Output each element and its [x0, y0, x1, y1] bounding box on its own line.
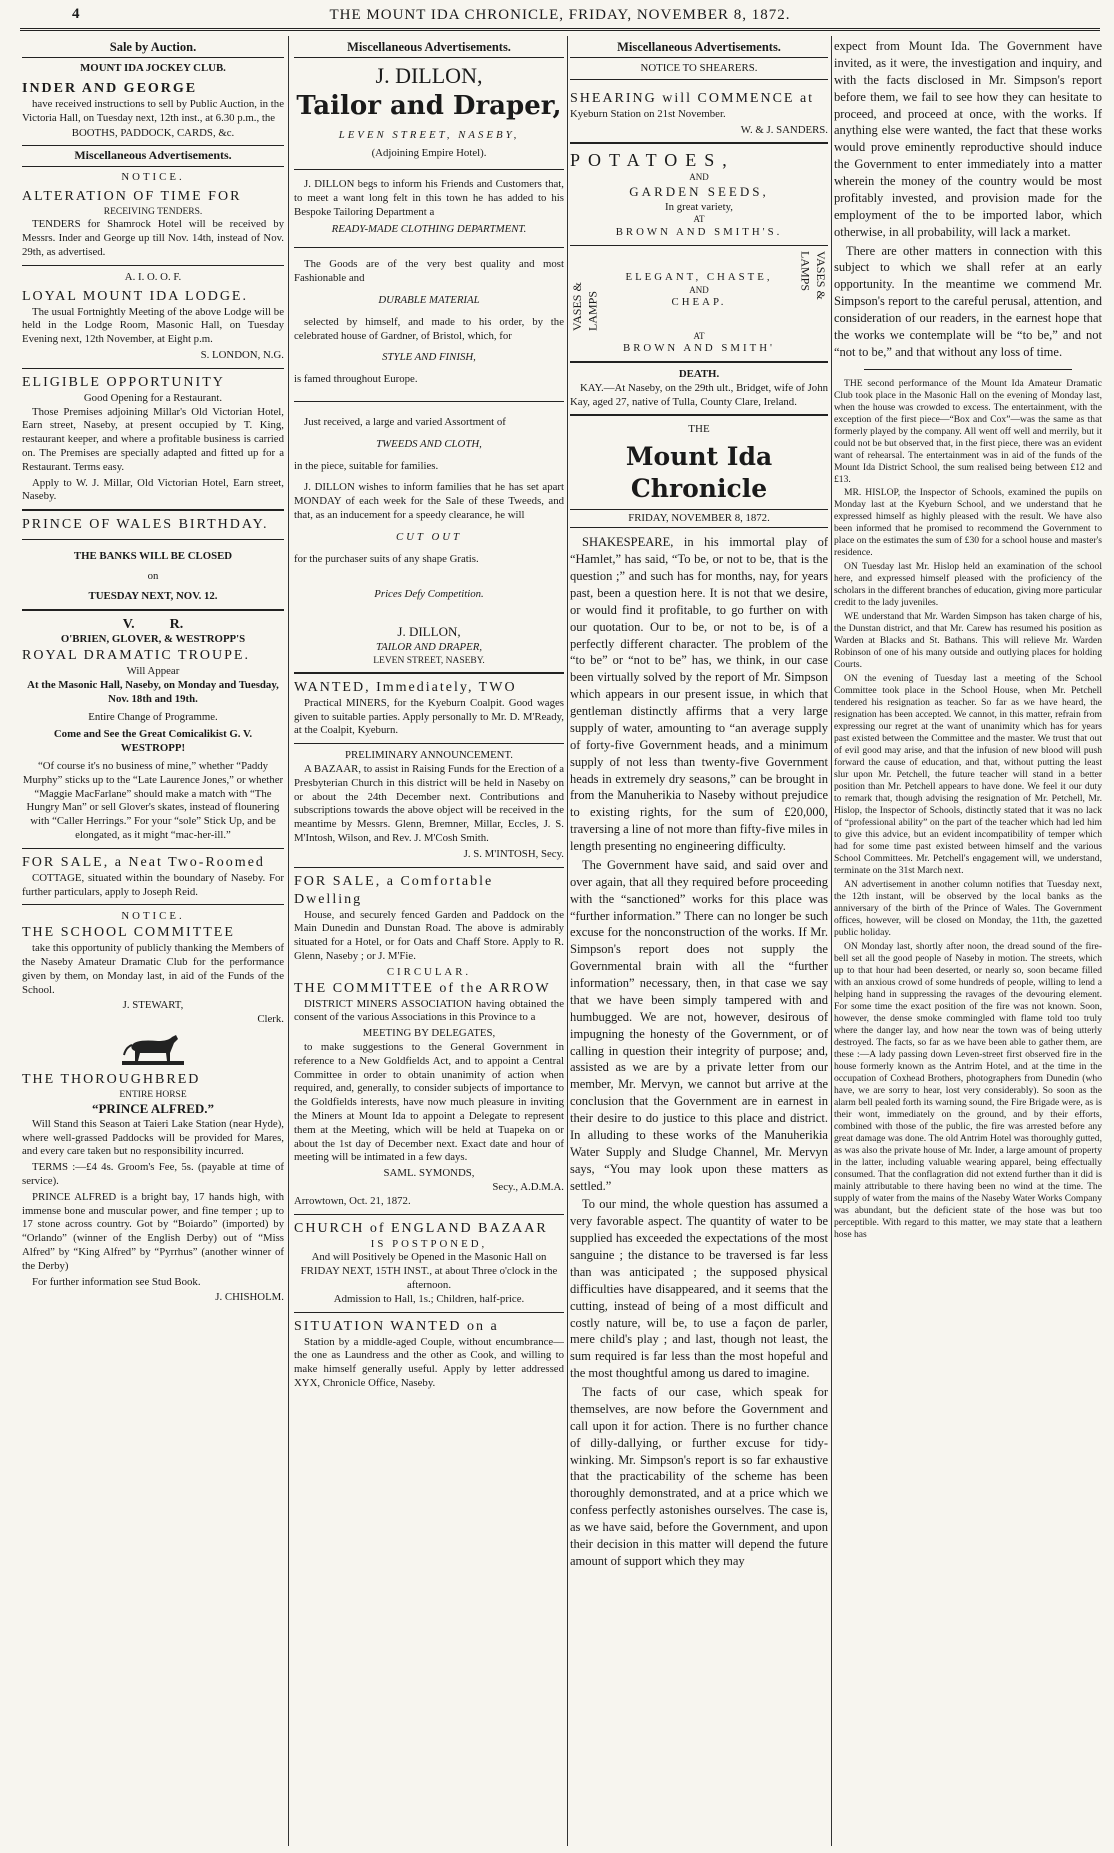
ad-title: WANTED, Immediately, TWO [294, 679, 517, 695]
editorial-paragraph: The Government have said, and said over and over again, that all they required before proceeding with the “sanctioned” works for this place was “further information.” There can no longer be such excuse for the nonconstruction of the works. If Mr. Simpson's report does not supply the Governmental brain with all the “further information” necessary, then, in that case we say that we have been simply tampered with and humbugged. We are not, however, desirous of impugning the honesty of the Government, or of calling in question their integrity of purpose; and, assisted as we are by a private letter from our member, Mr. Mervyn, we cannot but arrive at the conclusion that the Government are in earnest in their desire to do justice to this place and district. In alluding to these works of the Manuherikia Water Supply and Sludge Channel, Mr. Mervyn says, “You may look upon these matters as settled.” [570, 857, 828, 1193]
ad-line: Will Appear [126, 665, 180, 678]
ad-heading: MOUNT IDA JOCKEY CLUB. [80, 62, 226, 74]
editorial-paragraph: The facts of our case, which speak for themselves, are now before the Government and call upon it for action. There is no further chance of dilly-dallying, or further excuse for tidy-winking. Mr. Simpson's report is so far exhaustive that the practicability of the scheme has been thoroughly demonstrated, and at a price which we confess perfectly astonishes ourselves. The case is, as we have said, before the Government, and upon their decision in this matter will depend the future amount of support which they may [570, 1385, 828, 1568]
ad-line: LEVEN STREET, NASEBY, [338, 129, 520, 142]
ad-signature: J. S. M'INTOSH, Secy. [463, 847, 564, 860]
news-item: AN advertisement in another column notifies that Tuesday next, the 12th instant, will be observed by the local banks as the anniversary of the birth of the Prince of Wales. The Government offices, however, will be closed on Monday, the 11th, the gazetted public holiday. [834, 878, 1102, 938]
ad-body: Kyeburn Station on 21st November. [570, 107, 726, 120]
ad-body: in the piece, suitable for families. [294, 459, 439, 472]
ad-line: BROWN AND SMITH' [623, 342, 775, 355]
news-item: THE second performance of the Mount Ida Amateur Dramatic Club took place in the Masonic Hall on the evening of Monday last, when the house was crowded to excess. The entertainment, with the exception of the first piece—“Box and Cox”—was the same as that formerly played by the company. All went off well and merrily, but it could not be but observed that, in the first piece, there was an evident want of rehearsal. The entertainment was in aid of the funds of the Mount Ida District School, the sum realised being between £12 and £13. [834, 377, 1102, 485]
ad-body: TENDERS for Shamrock Hotel will be received by Messrs. Inder and George up till Nov. 14th, instead of Nov. 29th, as advertised. [22, 218, 284, 259]
ad-body: J. DILLON wishes to inform families that he has set apart MONDAY of each week for the Sale of these Tweeds, and that, as an inducement for a speedy clearance, he will [294, 481, 564, 522]
ad-line: VASES & LAMPS [570, 281, 600, 331]
column-rule [831, 36, 832, 1846]
ad-body: J. DILLON begs to inform his Friends and Customers that, to meet a want long felt in this town he has added to his Bespoke Tailoring Department a [294, 178, 564, 218]
ad-body: PRINCE ALFRED is a bright bay, 17 hands high, with immense bone and muscular power, and fine temper ; up to 17 stone across country. Got by “Boiardo” (imported) by “Orlando” (winner of the English Derby) out of “Miss Alfred” by “King Alfred” by “Pyrrhus” (another winner of the Derby) [22, 1190, 284, 1272]
ad-title: SHEARING will COMMENCE at [570, 90, 815, 106]
news-item: ON Monday last, shortly after noon, the dread sound of the fire-bell set all the good people of Naseby in motion. The streets, which up to that hour had been deserted, or nearly so, soon became filled with an anxious crowd of some hundreds of people, willing to lend a helping hand in suppressing the ravages of the devouring element. For some time the exact position of the fire was not known. Soon, however, the dense smoke commingled with flame told too truly where the danger lay, and how near the town was of being utterly destroyed. The facts, so far as we have been able to gather them, are these :—A lady passing down Leven-street first observed fire in the house formerly known as the Antrim Hotel, and at the time in the occupation of Coxhead Brothers, photographers from Dunedin (who have, we are sorry to hear, lost very considerably). So soon as the alarm bell pealed forth its warning sound, the Fire Brigade were, as is their wont, immediately on the ground, and by their efforts, combined with those of the public, the fire was arrested before any great damage was done. The old Antrim Hotel was thoroughly gutted, as was also the private house of Mr. Inder, a large amount of property in the latter, including valuable wearing apparel, being effectually consumed. That the conflagration did not extend further than it did is mainly attributable to there having been no wind at the time. The supply of water from the mains of the Naseby Water Works Company was abundant, but the deficient state of the hose was but too perceptible. With regard to this matter, we may state that a leathern hose has [834, 940, 1102, 1240]
ad-line: At the Masonic Hall, Naseby, on Monday and Tuesday, Nov. 18th and 19th. [27, 678, 279, 705]
section-heading: Miscellaneous Advertisements. [570, 38, 828, 58]
ad-line: BOOTHS, PADDOCK, CARDS, &c. [71, 127, 235, 140]
ad-line: READY-MADE CLOTHING DEPARTMENT. [331, 223, 527, 236]
ad-title: LOYAL MOUNT IDA LODGE. [22, 288, 248, 304]
ad-signature: J. DILLON, [397, 624, 461, 640]
ad-line: AT [693, 214, 705, 225]
ad-body: A BAZAAR, to assist in Raising Funds for the Erection of a Presbyterian Church in this district will be held in Naseby on or about the 24th December next. Contributions and subscriptions towards the above object will be received in the meantime by Messrs. Glenn, Bremner, Millar, Eccles, J. S. M'Intosh, Wilson, and Rev. J. M'Cosh Smith. [294, 763, 564, 845]
ad-title: THE COMMITTEE of the ARROW [294, 980, 551, 996]
masthead-label: THE [688, 423, 710, 436]
ad-line: THE BANKS WILL BE CLOSED [73, 550, 233, 563]
ad-body: Station by a middle-aged Couple, without encumbrance—the one as Laundress and the other as Cook, and willing to make himself generally useful. Apply by letter addressed XYX, Chronicle Office, Naseby. [294, 1335, 564, 1390]
ad-title: FOR SALE, a Comfortable Dwelling [294, 873, 494, 907]
ad-signature: S. LONDON, N.G. [200, 348, 284, 361]
ad-line: ELEGANT, CHASTE, [625, 271, 773, 284]
ad-body: DISTRICT MINERS ASSOCIATION having obtained the consent of the various Associations in this Province to a [294, 997, 564, 1024]
ad-signature: W. & J. SANDERS. [740, 123, 828, 136]
ad-line: In great variety, [665, 200, 733, 213]
ad-line: Prices Defy Competition. [374, 588, 484, 601]
ad-line: Admission to Hall, 1s.; Children, half-price. [333, 1292, 525, 1305]
ad-title: THE THOROUGHBRED [22, 1072, 201, 1088]
ad-body: And will Positively be Opened in the Masonic Hall on [311, 1251, 547, 1264]
ad-heading: NOTICE. [121, 910, 185, 923]
ad-body: “Of course it's no business of mine,” whether “Paddy Murphy” sticks up to the “Late Laurence Jones,” or whether “Maggie MacFarlane” should make a match with “The Hungry Man” or sell Glover's skates, instead of flounering with “Caller Herrings.” For your “sole” Stick Up, and be elongated, as it might “mac-her-ill.” [22, 760, 284, 842]
ad-body: Arrowtown, Oct. 21, 1872. [294, 1194, 411, 1207]
ad-line: IS POSTPONED, [370, 1237, 488, 1250]
ad-body: COTTAGE, situated within the boundary of Naseby. For further particulars, apply to Joseph Reid. [22, 871, 284, 898]
ad-line: O'BRIEN, GLOVER, & WESTROPP'S [60, 633, 246, 646]
ad-signature: J. STEWART, [122, 999, 184, 1012]
ad-line: AND [689, 172, 709, 183]
ad-subtitle: RECEIVING TENDERS. [103, 207, 203, 218]
ad-body: The usual Fortnightly Meeting of the above Lodge will be held in the Lodge Room, Masonic Hall, on Tuesday Evening next, 12th November, at Eight p.m. [22, 305, 284, 346]
ad-body: Those Premises adjoining Millar's Old Victorian Hotel, Earn street, Naseby, at present occupied by T. King, restaurant keeper, and where a profitable business is carried on. The Premises are specially adapted and fitted up for a Restaurant. Terms easy. [22, 405, 284, 473]
ad-signature: LEVEN STREET, NASEBY. [373, 655, 485, 666]
chronicle-title: Mount Ida Chronicle [625, 441, 773, 503]
ad-line: GARDEN SEEDS, [629, 183, 769, 199]
ad-subtitle: ENTIRE HORSE [119, 1089, 187, 1100]
ad-title: THE SCHOOL COMMITTEE [22, 925, 235, 941]
section-heading: Miscellaneous Advertisements. [22, 145, 284, 166]
ad-heading: CIRCULAR. [386, 965, 472, 978]
ad-body: The Goods are of the very best quality and most Fashionable and [294, 258, 564, 285]
ad-line: Come and See the Great Comicalikist G. V. WESTROPP! [53, 728, 253, 755]
ad-body: have received instructions to sell by Public Auction, in the Victoria Hall, on Tuesday next, 12th inst., at 6.30 p.m., the [22, 97, 284, 124]
ad-line: CHEAP. [671, 296, 727, 309]
page-number: 4 [72, 6, 80, 22]
ad-signature: J. CHISHOLM. [215, 1291, 284, 1304]
ad-signature: SAML. SYMONDS, [383, 1167, 475, 1180]
ad-line: (Adjoining Empire Hotel). [371, 147, 487, 160]
news-item: ON the evening of Tuesday last a meeting of the School Committee took place in the School House, when Mr. Petchell tendered his resignation as teacher. So far as we have heard, the resignation has been accepted. We cannot, in this matter, refrain from expressing our regret at the want of unanimity which has for years past existed between the Committee and the master. We trust that out of evil good may arise, and that the infusion of new blood will push forward the cause of education, and that, without putting the least slur upon Mr. Petchell, the future teacher will stand in a better position than Mr. Petchell appears to have done. We feel it our duty to remark that, though advising the resignation of Mr. Petchell, Mr. Hislop, the Inspector of Schools, distinctly stated that it was no lack of “professional ability” on the part of the teacher which had led him to give this advice, but an evident incompatibility of temper which had for some time past existed between himself and the various School Committees. Mr. Petchell's engagement will, we understand, terminate on the 31st March next. [834, 673, 1102, 876]
ad-title: INDER AND GEORGE [22, 80, 198, 96]
masthead-title: THE MOUNT IDA CHRONICLE, FRIDAY, NOVEMBER 8, 1872. [329, 7, 791, 23]
news-item: MR. HISLOP, the Inspector of Schools, examined the pupils on Monday last at the Kyeburn School, and we understand that he expressed himself as highly pleased with the result. We have also been informed that he promised to recommend the Government to place on the estimates the sum of £30 for a school house and master's residence. [834, 487, 1102, 559]
ad-body: is famed throughout Europe. [294, 373, 418, 386]
column-4 [834, 38, 1102, 1843]
editorial-paragraph: There are other matters in connection with this subject to which we shall refer at an early opportunity. In the meantime we commend Mr. Simpson's report to the careful perusal, attention, and consideration of our readers, in the earnest hope that the works we contemplate will be “to be,” and not “not to be,” and that without any loss of time. [834, 243, 1102, 359]
ad-signature: Clerk. [257, 1013, 284, 1026]
news-item: ON Tuesday last Mr. Hislop held an examination of the school here, and expressed himself pleased with the proficiency of the scholars in the different branches of education, giving more particular credit to the lady juveniles. [834, 561, 1102, 609]
news-item: WE understand that Mr. Warden Simpson has taken charge of his, the Dunstan district, and that Mr. Carew has resumed his position as Warden at Blacks and St. Bathans. This will relieve Mr. Warden Robinson of one of his many outside and outlying places for holding Courts. [834, 611, 1102, 671]
ad-line: AND [689, 284, 709, 295]
ad-line: TWEEDS AND CLOTH, [376, 437, 482, 450]
section-heading: Miscellaneous Advertisements. [294, 38, 564, 58]
ad-body: TERMS :—£4 4s. Groom's Fee, 5s. (payable at time of service). [22, 1161, 284, 1187]
ad-line: VASES & LAMPS [798, 250, 828, 300]
ad-line: STYLE AND FINISH, [382, 351, 476, 364]
ad-signature: TAILOR AND DRAPER, [375, 640, 483, 653]
editorial-paragraph: To our mind, the whole question has assumed a very favorable aspect. The quantity of water to be supplied has exceeded the expectations of the most sanguine ; the distance to be traversed is far less than was anticipated ; the supposed physical difficulties have disappeared, and it seems that the cutting, instead of being of a most difficult and costly nature, will be, to use a façon de parler, mere child's play ; and last, though not least, the sum required is far less than the most hopeful and the most thoughtful among us dared to imagine. [570, 1197, 828, 1381]
ad-heading: DEATH. [678, 367, 720, 380]
column-rule [288, 36, 289, 1846]
ad-title: POTATOES, [570, 150, 735, 171]
ad-line: “PRINCE ALFRED.” [91, 1101, 215, 1117]
ad-line: CUT OUT [395, 530, 463, 543]
column-1 [22, 38, 284, 1843]
ad-body: to make suggestions to the General Government in reference to a New Goldfields Act, and to appoint a Central Committee in order to obtain unanimity of action when required, and, generally, to consider subjects of importance to the Goldfields interests, have now much pleasure in inviting the Miners at Mount Ida to appoint a Delegate to represent them at the Meeting, which will be held at Tuapeka on or about the 1st day of December next. Exact date and hour of meeting will be intimated in a few days. [294, 1040, 564, 1164]
ad-title: ELIGIBLE OPPORTUNITY [22, 374, 225, 390]
ad-line: FRIDAY NEXT, 15TH INST., at about Three o'clock in the afternoon. [300, 1265, 558, 1292]
editorial-paragraph: expect from Mount Ida. The Government have invited, as it were, the investigation and inquiry, and with the facts disclosed in Mr. Simpson's report before them, we fail to see how they can hesitate to proceed, and proceed at once, with the works. If anything else were wanted, the fact that these works would prove eminently reproductive should induce the Government to enter immediately into a matter wherein the money of the country would be most profitably invested, and provision made for the employment of the to be imported labor, which otherwise, in all probability, will lack a market. [834, 39, 1102, 239]
horse-icon [118, 1031, 188, 1067]
ad-title: CHURCH of ENGLAND BAZAAR [294, 1220, 548, 1236]
ad-title: PRINCE OF WALES BIRTHDAY. [22, 517, 269, 533]
ad-body: KAY.—At Naseby, on the 29th ult., Bridget, wife of John Kay, aged 27, native of Tulla, County Clare, Ireland. [570, 381, 828, 408]
ad-body: for the purchaser suits of any shape Gratis. [294, 552, 479, 565]
ad-body: take this opportunity of publicly thanking the Members of the Naseby Amateur Dramatic Club for the performance given by them, on Monday last, in aid of the Funds of the School. [22, 942, 284, 996]
ad-heading: NOTICE. [121, 170, 185, 183]
ad-subtitle: Good Opening for a Restaurant. [83, 391, 223, 404]
ad-title: ROYAL DRAMATIC TROUPE. [22, 648, 250, 664]
ad-heading: V. R. [122, 616, 184, 632]
ad-body: selected by himself, and made to his order, by the celebrated house of Gardner, of Bristol, which, for [294, 315, 564, 342]
ad-line: TUESDAY NEXT, NOV. 12. [88, 589, 218, 602]
ad-body: Practical MINERS, for the Kyeburn Coalpit. Good wages given to suitable parties. Apply personally to Mr. D. M'Ready, at the Coalpit, Kyeburn. [294, 696, 564, 737]
ad-body: For further information see Stud Book. [32, 1275, 201, 1288]
ad-body: House, and securely fenced Garden and Paddock on the Main Dunedin and Dunstan Road. The above is admirably situated for a Hotel, or for Oats and Chaff Store. Apply to R. Glenn, Naseby ; or J. M'Fie. [294, 908, 564, 962]
ad-heading: NOTICE TO SHEARERS. [570, 62, 828, 80]
ad-body: Will Stand this Season at Taieri Lake Station (near Hyde), where well-grassed Paddocks will be provided for Mares, and every care taken but no responsibility incurred. [22, 1117, 284, 1158]
editorial-paragraph: SHAKESPEARE, in his immortal play of “Hamlet,” has said, “To be, or not to be, that is the question ;” and such has for months, nay, for years past, been a question here. It is not that we desire, or would find it profitable, to go further on with our quotation. Our to be, or not to be, is of a perfectly different character. The problem of the “to be” or “not to be” has, we think, in our case been virtually solved by the report of Mr. Simpson which appears in our present issue, in which that gentleman distinctly affirms that a very large supply of water, amounting to “an average supply of forty-five Government heads, and a minimum supply of not less than twenty-five Government heads in extremely dry seasons,” can be brought in from the Manuherikia to Naseby without prejudice to existing rights, for the sum of £20,000, traversing a line of not more than fifty-five miles in length presenting no engineering difficulty. [570, 535, 828, 854]
ad-line: AT [693, 330, 705, 341]
column-2 [294, 38, 564, 1843]
ad-signature: Secy., A.D.M.A. [492, 1181, 564, 1194]
ad-title: ALTERATION OF TIME FOR [22, 189, 242, 205]
ad-line: BROWN AND SMITH'S. [615, 225, 783, 238]
ad-heading: A. I. O. O. F. [124, 270, 182, 283]
ad-line: MEETING BY DELEGATES, [362, 1027, 496, 1040]
ad-heading: PRELIMINARY ANNOUNCEMENT. [345, 749, 513, 762]
vases-ad [570, 251, 828, 331]
column-3 [570, 38, 828, 1843]
section-heading: Sale by Auction. [22, 38, 284, 58]
ad-body: Apply to W. J. Millar, Old Victorian Hotel, Earn street, Naseby. [22, 476, 284, 503]
ad-title: Tailor and Draper, [296, 91, 562, 122]
ad-title: J. DILLON, [375, 63, 483, 88]
ad-line: on [147, 569, 159, 582]
column-rule [567, 36, 568, 1846]
ad-body: Just received, a large and varied Assortment of [304, 415, 506, 428]
ad-title: SITUATION WANTED on a [294, 1318, 499, 1334]
ad-line: Entire Change of Programme. [88, 710, 218, 723]
issue-date: FRIDAY, NOVEMBER 8, 1872. [570, 509, 828, 529]
ad-title: FOR SALE, a Neat Two-Roomed [22, 854, 265, 870]
masthead [20, 6, 1100, 31]
ad-line: DURABLE MATERIAL [378, 293, 480, 306]
